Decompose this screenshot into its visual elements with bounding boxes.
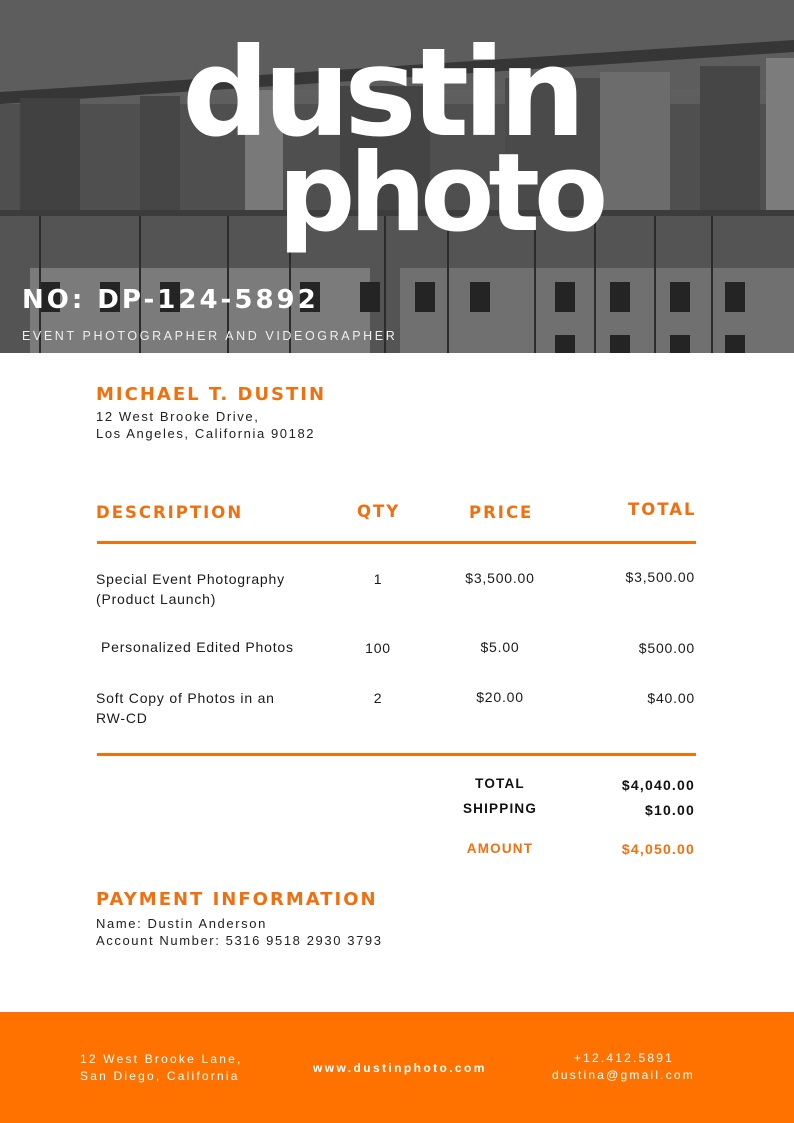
footer: [0, 1012, 794, 1123]
description-line: (Product Launch): [96, 591, 217, 607]
tagline: EVENT PHOTOGRAPHER AND VIDEOGRAPHER: [22, 329, 398, 343]
summary-total-value: $4,040.00: [621, 777, 695, 793]
description-line: Special Event Photography: [96, 571, 285, 587]
footer-phone[interactable]: +12.412.5891: [573, 1051, 674, 1065]
brand-logo-line2: photo: [278, 131, 603, 256]
invoice-number: NO: DP-124-5892: [22, 285, 319, 315]
client-address: [96, 408, 315, 442]
table-row-total: $3,500.00: [625, 569, 695, 585]
table-footer-divider: [97, 753, 696, 756]
column-header-qty: QTY: [357, 502, 401, 521]
table-header-divider: [97, 541, 696, 544]
payment-info-title: PAYMENT INFORMATION: [96, 889, 378, 910]
description-line: Personalized Edited Photos: [101, 639, 294, 655]
table-row-description: [96, 688, 275, 728]
table-row-price: $20.00: [476, 689, 524, 705]
footer-address: [80, 1051, 243, 1085]
footer-contact: [530, 1050, 695, 1084]
summary-amount-label: AMOUNT: [466, 841, 534, 856]
summary-amount-value: $4,050.00: [621, 841, 695, 857]
table-row-description: [96, 569, 285, 609]
column-header-description: DESCRIPTION: [96, 503, 244, 522]
payment-name: Name: Dustin Anderson: [96, 916, 267, 931]
footer-address-line1: 12 West Brooke Lane,: [80, 1052, 243, 1066]
client-name: MICHAEL T. DUSTIN: [96, 384, 327, 405]
table-row-total: $500.00: [638, 640, 695, 656]
description-line: Soft Copy of Photos in an: [96, 690, 275, 706]
summary-shipping-label: SHIPPING: [462, 801, 538, 816]
table-row-qty: 100: [365, 640, 391, 656]
summary-shipping-value: $10.00: [644, 802, 695, 818]
footer-email[interactable]: dustina@gmail.com: [552, 1068, 695, 1082]
footer-website-link[interactable]: www.dustinphoto.com: [313, 1061, 487, 1075]
description-line: RW-CD: [96, 710, 148, 726]
client-address-line1: 12 West Brooke Drive,: [96, 409, 260, 424]
column-header-total: TOTAL: [628, 500, 697, 519]
footer-address-line2: San Diego, California: [80, 1069, 240, 1083]
header-banner: [0, 0, 794, 353]
table-row-description: [101, 637, 294, 657]
table-row-qty: 2: [373, 690, 383, 706]
column-header-price: PRICE: [469, 503, 534, 522]
client-address-line2: Los Angeles, California 90182: [96, 426, 316, 441]
summary-total-label: TOTAL: [475, 776, 525, 791]
brand-logo-line1: dustin: [182, 22, 580, 164]
table-row-price: $5.00: [480, 639, 520, 655]
table-row-qty: 1: [373, 571, 383, 587]
table-row-price: $3,500.00: [465, 570, 535, 586]
payment-account-number: Account Number: 5316 9518 2930 3793: [96, 933, 383, 948]
table-row-total: $40.00: [647, 690, 695, 706]
